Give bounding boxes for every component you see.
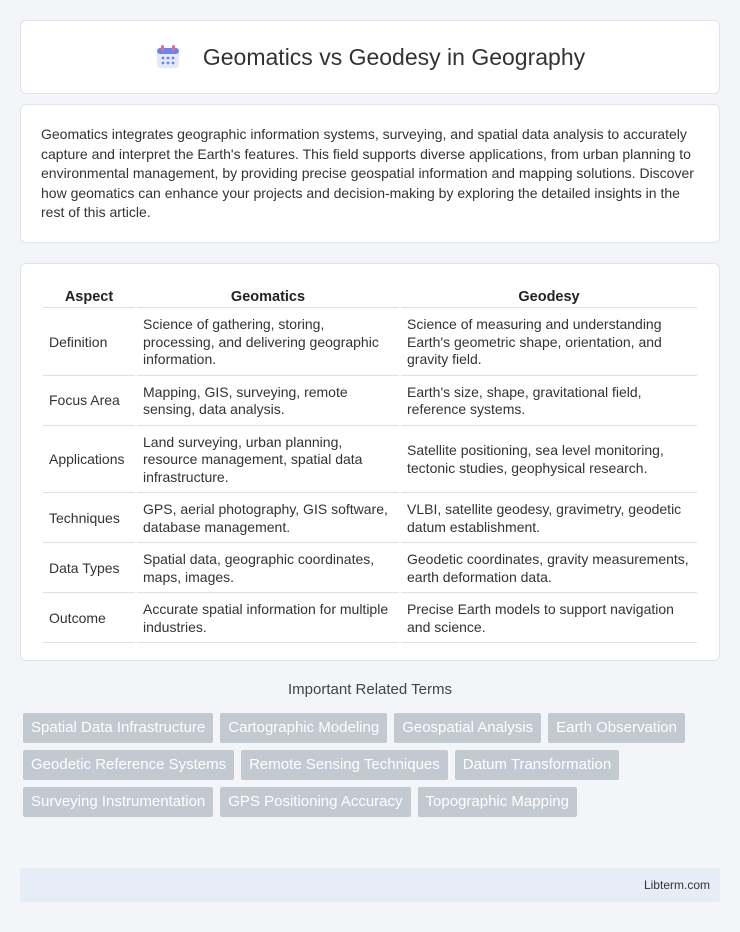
cell-aspect: Definition xyxy=(43,310,135,376)
cell-aspect: Outcome xyxy=(43,595,135,643)
column-header-geodesy: Geodesy xyxy=(401,286,697,308)
related-term-tag[interactable]: GPS Positioning Accuracy xyxy=(220,787,410,817)
related-term-tag[interactable]: Cartographic Modeling xyxy=(220,713,387,743)
cell-geomatics: Accurate spatial information for multiple industries. xyxy=(137,595,399,643)
table-row xyxy=(43,495,697,543)
related-term-tag[interactable]: Remote Sensing Techniques xyxy=(241,750,448,780)
related-term-tag[interactable]: Topographic Mapping xyxy=(418,787,577,817)
cell-geodesy: Satellite positioning, sea level monitoring, tectonic studies, geophysical research. xyxy=(401,428,697,494)
cell-aspect: Focus Area xyxy=(43,378,135,426)
related-terms-title: Important Related Terms xyxy=(288,681,452,698)
cell-geodesy: Precise Earth models to support navigation and science. xyxy=(401,595,697,643)
cell-geomatics: Science of gathering, storing, processing, and delivering geographic information. xyxy=(137,310,399,376)
page-title: Geomatics vs Geodesy in Geography xyxy=(202,43,586,70)
comparison-table xyxy=(41,284,699,645)
cell-geodesy: VLBI, satellite geodesy, gravimetry, geodetic datum establishment. xyxy=(401,495,697,543)
related-term-tag[interactable]: Surveying Instrumentation xyxy=(23,787,213,817)
header-card xyxy=(20,20,720,94)
related-terms-list xyxy=(23,713,723,824)
footer-brand-link[interactable]: Libterm.com xyxy=(643,878,710,892)
cell-aspect: Data Types xyxy=(43,545,135,593)
related-term-tag[interactable]: Datum Transformation xyxy=(455,750,619,780)
table-row xyxy=(43,428,697,494)
table-row xyxy=(43,545,697,593)
cell-geomatics: Mapping, GIS, surveying, remote sensing, data analysis. xyxy=(137,378,399,426)
column-header-geomatics: Geomatics xyxy=(137,286,399,308)
comparison-table-card xyxy=(20,263,720,661)
related-term-tag[interactable]: Earth Observation xyxy=(548,713,685,743)
table-row xyxy=(43,595,697,643)
cell-geomatics: Spatial data, geographic coordinates, maps, images. xyxy=(137,545,399,593)
table-header-row xyxy=(43,286,697,308)
related-term-tag[interactable]: Geodetic Reference Systems xyxy=(23,750,234,780)
cell-geodesy: Geodetic coordinates, gravity measurements, earth deformation data. xyxy=(401,545,697,593)
cell-geodesy: Earth's size, shape, gravitational field, reference systems. xyxy=(401,378,697,426)
related-term-tag[interactable]: Spatial Data Infrastructure xyxy=(23,713,213,743)
table-row xyxy=(43,378,697,426)
calendar-icon xyxy=(155,44,181,70)
cell-geomatics: GPS, aerial photography, GIS software, database management. xyxy=(137,495,399,543)
table-row xyxy=(43,310,697,376)
intro-card xyxy=(20,104,720,243)
cell-geodesy: Science of measuring and understanding Earth's geometric shape, orientation, and gravity field. xyxy=(401,310,697,376)
related-term-tag[interactable]: Geospatial Analysis xyxy=(394,713,541,743)
cell-aspect: Techniques xyxy=(43,495,135,543)
column-header-aspect: Aspect xyxy=(43,286,135,308)
footer xyxy=(20,868,720,902)
intro-text: Geomatics integrates geographic information systems, surveying, and spatial data analysis to accurately capture and interpret the Earth's features. This field supports diverse applications, from urban planning to environmental management, by providing precise geospatial information and mapping solutions. Discover how geomatics can enhance your projects and decision-making by exploring the detailed insights in the rest of this article. xyxy=(41,126,694,221)
cell-geomatics: Land surveying, urban planning, resource management, spatial data infrastructure. xyxy=(137,428,399,494)
cell-aspect: Applications xyxy=(43,428,135,494)
